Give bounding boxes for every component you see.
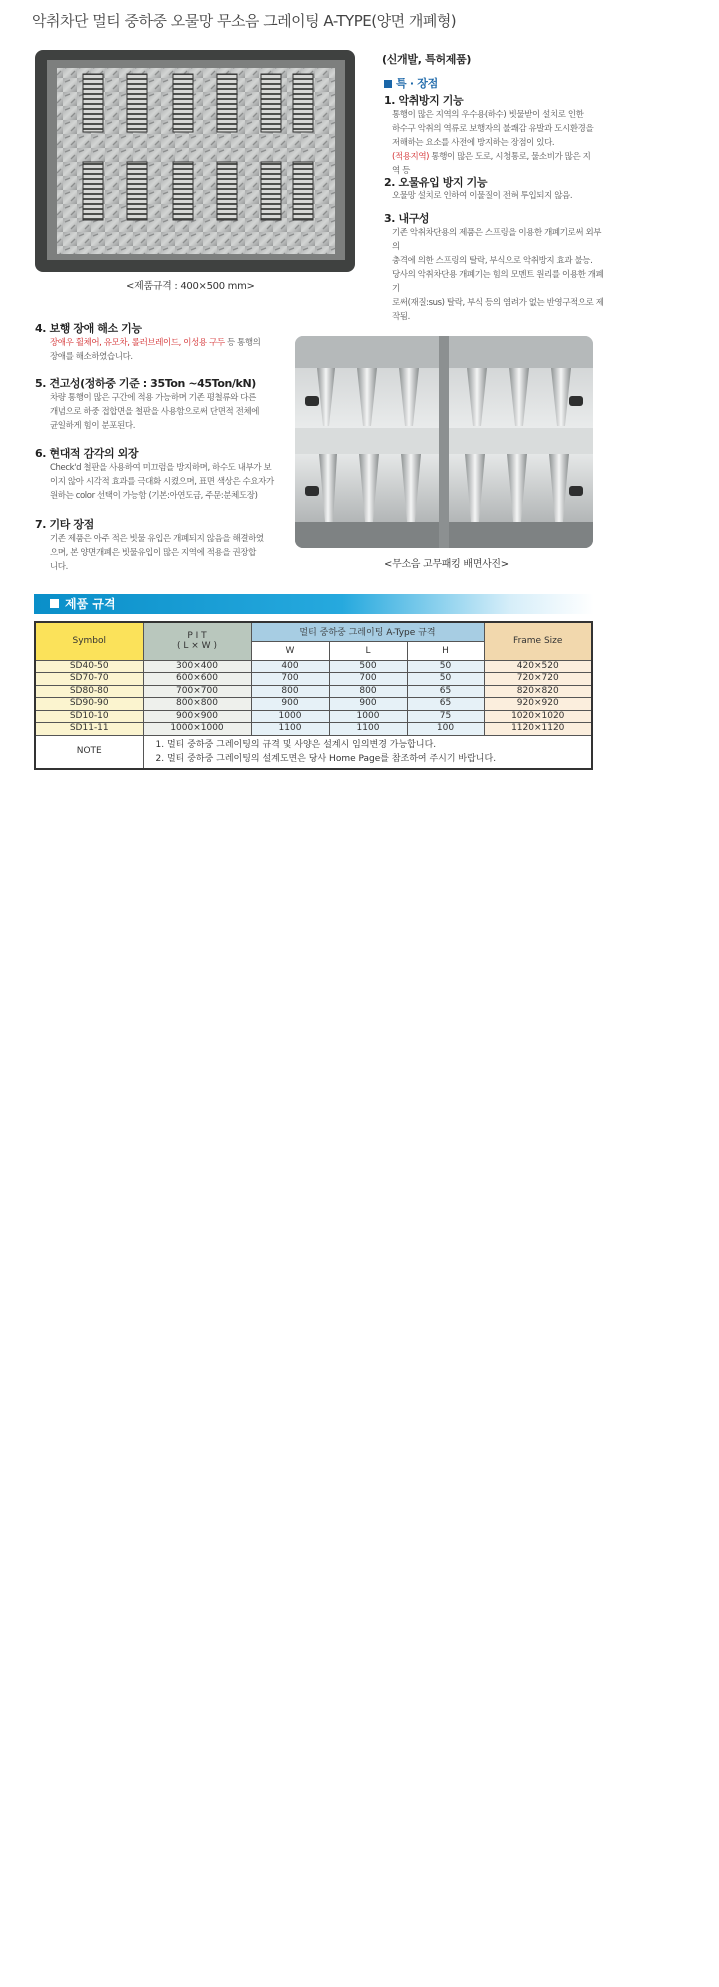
- feature-5-text: 차량 통행이 많은 구간에 적용 가능하며 기존 평철류와 다른 개념으로 하중 접합면을 철판을 사용함으로써 단면적 전체에 균일하게 힘이 분포된다.: [50, 393, 260, 431]
- header-pit: P I T ( L × W ): [143, 622, 251, 660]
- table-row: SD80-80 700×700 800 800 65 820×820: [35, 685, 592, 698]
- feature-1-text: 통행이 많은 지역의 우수용(하수) 빗물받이 설치로 인한 하수구 악취의 역류로 보행자의 불쾌감 유발과 도시환경을 저해하는 요소를 사전에 방지하는 장점이 있다. (적용지역) 통행이 많은 도로, 시청통로, 물소비가 많은 지역 등: [392, 110, 594, 176]
- feature-5-title: 5. 견고성(정하중 기준 : 35Ton ~45Ton/kN): [35, 377, 256, 390]
- table-row: SD11-11 1000×1000 1100 1100 100 1120×1120: [35, 723, 592, 736]
- header-frame: Frame Size: [484, 622, 592, 660]
- page-title: 악취차단 멀티 중하중 오물망 무소음 그레이팅 A-TYPE(양면 개폐형): [32, 12, 457, 30]
- feature-7-title: 7. 기타 장점: [35, 518, 94, 531]
- spec-table: [34, 621, 593, 770]
- header-symbol: Symbol: [35, 622, 143, 660]
- spec-heading: 제품 규격: [65, 597, 116, 611]
- photo1-caption: <제품규격 : 400×500 mm>: [126, 281, 255, 292]
- table-row: SD70-70 600×600 700 700 50 720×720: [35, 673, 592, 686]
- photo2-caption: <무소음 고무패킹 배면사진>: [384, 559, 509, 570]
- note-row: [35, 735, 592, 769]
- feature-6-title: 6. 현대적 감각의 외장: [35, 447, 139, 460]
- grating-top-image: [35, 50, 355, 272]
- feature-2-title: 2. 오물유입 방지 기능: [384, 176, 488, 189]
- header-group: 멀티 중하중 그레이팅 A-Type 규격: [251, 622, 484, 641]
- table-row: SD40-50 300×400 400 500 50 420×520: [35, 660, 592, 673]
- table-row: SD10-10 900×900 1000 1000 75 1020×1020: [35, 710, 592, 723]
- square-icon: [50, 599, 59, 608]
- feature-2-text: 오물망 설치로 인하여 이물질이 전혀 투입되지 않음.: [392, 191, 573, 201]
- table-row: SD90-90 800×800 900 900 65 920×920: [35, 698, 592, 711]
- rubber-packing-photo: [295, 336, 593, 548]
- feature-4-title: 4. 보행 장애 해소 기능: [35, 322, 142, 335]
- note-label: NOTE: [35, 735, 143, 769]
- feature-4-text: 장애우 휠체어, 유모차, 롤러브레이드, 이성용 구두 등 통행의 장애를 해소하였습니다.: [50, 338, 261, 362]
- grating-top-photo: [35, 50, 355, 272]
- feature-6-text: Check'd 철판을 사용하여 미끄럼을 방지하며, 하수도 내부가 보 이지 않아 시각적 효과를 극대화 시켰으며, 표면 색상은 수요자가 원하는 color 선택이 가능함 (기본:아연도금, 주문:분체도장): [50, 463, 274, 501]
- feature-1-title: 1. 악취방지 기능: [384, 94, 464, 107]
- feature-4-red-text: 장애우 휠체어, 유모차, 롤러브레이드, 이성용 구두: [50, 338, 225, 348]
- header-l: L: [329, 641, 407, 660]
- feature-7-text: 기존 제품은 아주 적은 빗물 유입은 개폐되지 않음을 해결하였 으며, 본 양면개폐은 빗물유입이 많은 지역에 적용을 권장합 니다.: [50, 534, 264, 572]
- spec-heading-bar: [34, 594, 594, 614]
- feature-1-red-label: (적용지역): [392, 152, 430, 162]
- features-heading: 특 · 장점: [384, 75, 438, 91]
- rubber-packing-image: [295, 336, 593, 548]
- subtitle: (신개발, 특허제품): [382, 53, 472, 66]
- header-h: H: [407, 641, 484, 660]
- feature-3-text: 기존 악취차단용의 제품은 스프링을 이용한 개폐기로써 외부의 충격에 의한 스프링의 탈락, 부식으로 악취방지 효과 불능. 당사의 악취차단용 개폐기는 힘의 모멘트 원리를 이용한 개폐기 로써(재질:sus) 탈락, 부식 등의 염려가 없는 반영구적으로 제작됨.: [392, 228, 604, 322]
- header-w: W: [251, 641, 329, 660]
- note-text: 1. 멀티 중하중 그레이팅의 규격 및 사양은 설계시 임의변경 가능합니다. 2. 멀티 중하중 그레이팅의 설계도면은 당사 Home Page를 참조하여 주시기 바랍니다.: [143, 735, 592, 769]
- feature-3-title: 3. 내구성: [384, 212, 430, 225]
